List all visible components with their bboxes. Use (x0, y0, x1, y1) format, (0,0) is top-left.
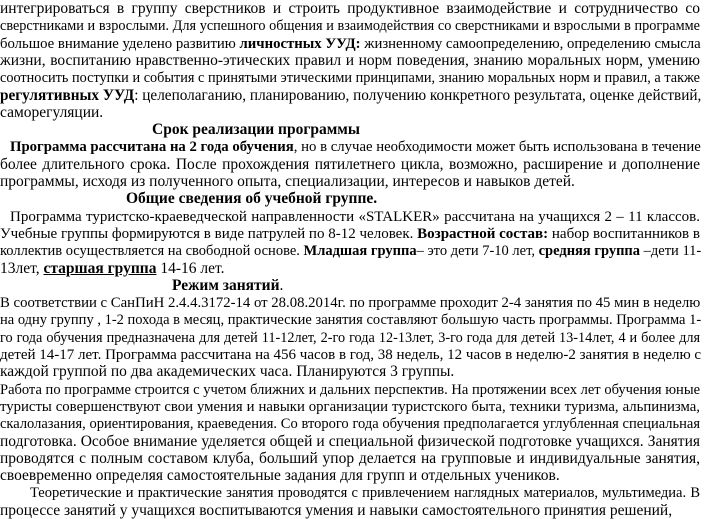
text-run: Учебные группы формируются в виде патрулей по 8-12 человек. (0, 226, 418, 242)
text-line (0, 329, 700, 347)
text-run: туристы совершенствуют свои умения и навыки организации туристского быта, техники туризма, альпинизма, (0, 399, 700, 415)
text-line (10, 138, 700, 156)
text-line (0, 87, 700, 105)
text-run: жизненному самоопределению, определению смысла (360, 36, 701, 52)
text-run: , но в случае необходимости может быть использована в течение (293, 139, 701, 155)
bold-text-run: Программа рассчитана на 2 года обучения (10, 139, 294, 155)
text-line (0, 35, 700, 53)
text-run: своевременно определяя самостоятельные задания для групп и отдельных учеников. (0, 467, 560, 484)
text-run: Теоретические и практические занятия проводятся с привлечением наглядных материалов, мультимедиа. В (30, 485, 700, 501)
text-line (0, 311, 700, 329)
text-run: : целеполаганию, планированию, получению конкретного результата, оценке действий, (134, 87, 702, 104)
text-line (0, 467, 704, 485)
text-line (0, 433, 700, 451)
text-run: скалолазания, ориентирования, краеведения. Со второго года обучения предполагается углубленная специальная (0, 416, 700, 432)
text-run: каждой группой по два академических часа. Планируются 3 группы. (0, 363, 455, 380)
text-run: подготовка. Особое внимание уделяется общей и специальной физической подготовке учащихся. Занятия (0, 433, 700, 450)
text-line (0, 52, 700, 70)
text-line (30, 484, 700, 502)
text-run: 13лет, (0, 260, 44, 277)
text-run: го года обучения предназначена для детей 11-12лет, 2-го года 12-13лет, 3-го года для детей 13-14лет, 4 и более для (0, 330, 700, 346)
section-heading (172, 277, 704, 295)
text-line (0, 294, 700, 312)
bold-text-run: старшая группа (43, 260, 157, 277)
text-run: программы, исходя из полученного опыта, специализации, интересов и навыков детей. (0, 173, 575, 190)
text-line (0, 450, 700, 468)
text-run: сверстниками и взрослыми. Для успешного общения и взаимодействия со сверстниками и взрослыми в программе (0, 18, 700, 34)
bold-text-run: Общие сведения об учебной группе. (126, 190, 378, 207)
text-line (0, 225, 700, 243)
text-line (0, 381, 700, 399)
text-run: процессе занятий у учащихся воспитываются умения и навыки самостоятельного принятия решений, (0, 502, 673, 519)
text-line (0, 104, 704, 122)
text-line (0, 415, 700, 433)
text-run: 14-16 лет. (156, 260, 225, 277)
text-run: – это дети 7-10 лет, (416, 243, 539, 259)
text-run: интегрироваться в группу сверстников и строить продуктивное взаимодействие и сотрудничество со (0, 0, 700, 17)
text-run: проводятся с полным составом клуба, больший упор делается на групповые и индивидуальные занятия, (0, 450, 700, 467)
bold-text-run: Младшая группа (303, 243, 417, 259)
text-line (0, 69, 700, 87)
section-heading (126, 190, 704, 208)
text-run: . (279, 277, 284, 294)
bold-text-run: регулятивных УУД (0, 87, 135, 104)
text-run: коллектив осуществляется на свободной основе. (0, 243, 304, 259)
text-line (0, 242, 700, 260)
text-line (0, 156, 700, 174)
text-run: детей 14-17 лет. Программа рассчитана на 456 часов в год, 38 недель, 12 часов в неделю-2 занятия в неделю с (0, 347, 702, 363)
text-run: на одну группу , 1-2 похода в месяц, практические занятия составляют большую часть программы. Программа 1- (0, 312, 702, 328)
text-run: большое внимание уделено развитию (0, 36, 240, 52)
text-line (0, 173, 704, 191)
text-run: Работа по программе строится с учетом ближних и дальних перспектив. На протяжении всех лет обучения юные (0, 382, 700, 398)
text-line (0, 260, 704, 278)
text-line (0, 363, 704, 381)
text-line (0, 398, 700, 416)
text-run: саморегуляции. (0, 104, 104, 121)
text-run: жизни, воспитанию нравственно-этических правил и норм поведения, знанию моральных норм, умению (0, 52, 700, 69)
bold-text-run: Возрастной состав: (417, 226, 549, 242)
bold-text-run: Режим занятий (172, 277, 280, 294)
text-run: Программа туристско-краеведческой направленности «STALKER» рассчитана на учащихся 2 – 11 классов. (10, 209, 700, 225)
text-run: набор воспитанников в (548, 226, 700, 242)
text-run: соотносить поступки и события с принятыми этическими принципами, знанию моральных норм и правил, а также (0, 70, 700, 86)
text-line (10, 208, 700, 226)
text-run: более длительного срока. После прохождения пятилетнего цикла, возможно, расширение и дополнение (0, 156, 700, 173)
text-line (0, 0, 700, 18)
bold-text-run: средняя группа (538, 243, 641, 259)
text-line (0, 17, 700, 35)
text-run: В соответствии с СанПиН 2.4.4.3172-14 от 28.08.2014г. по программе проходит 2-4 занятия по 45 мин в неделю (0, 295, 701, 311)
text-line (0, 346, 700, 364)
text-run: –дети 11- (640, 243, 702, 259)
text-line (0, 502, 704, 519)
bold-text-run: Срок реализации программы (152, 121, 360, 138)
section-heading (152, 121, 704, 139)
bold-text-run: личностных УУД: (239, 36, 361, 52)
